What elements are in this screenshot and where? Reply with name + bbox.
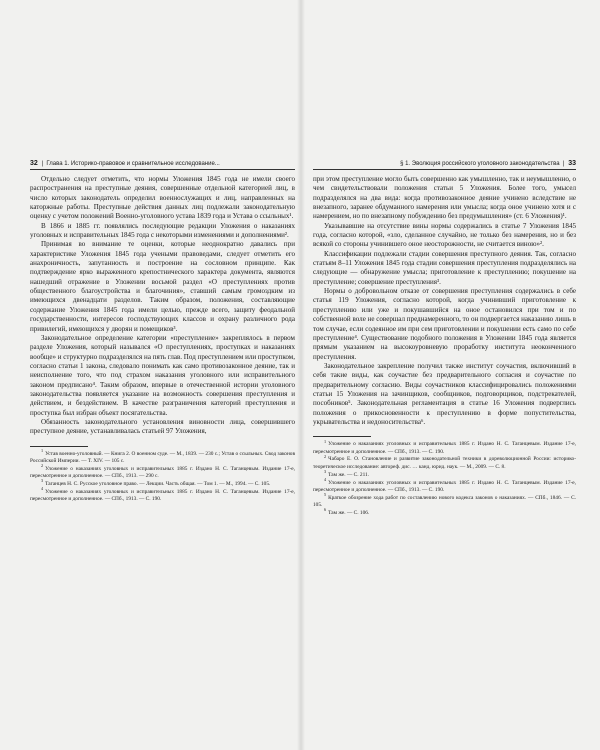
footnote-text: Уложение о наказаниях уголовных и исправительных 1885 г. Издано Н. С. Таганцевым. Издание 17-е, пересмотренное и дополненное. — СПб., 1913. — С. 190. — [313, 441, 576, 455]
footnote — [30, 478, 295, 488]
right-page — [313, 158, 576, 518]
paragraph: Отдельно следует отметить, что нормы Уложения 1845 года не имели своего распространения на преступные деяния, совершенные отдельной категорией лиц, в число которых законодатель определил военнослужащих и лиц, направленных на каторжные работы. Преступные действия данных лиц подлежали законодательную оценку с учетом положений Военно-уголовного устава 1839 года и Устава о ссыльных¹. — [30, 175, 295, 221]
footnote-rule — [313, 436, 371, 437]
paragraph: Указывавшие на отсутствие вины нормы содержались в статье 7 Уложения 1845 года, согласно которой, «зло, сделанное случайно, не только без намерения, но и без всякой со стороны учинившего оное неосторожности, не считается виною»². — [313, 221, 576, 249]
footnote — [313, 453, 576, 471]
footnote-number: 3 — [41, 478, 44, 484]
right-body-text — [313, 175, 576, 427]
footnote-text: Чабаро Е. О. Становление и развитие законодательной техники в дореволюционной России: историко-теоретическое исследование: автореф. дис. … канд. юрид. наук. — М., 2009. — С. 8. — [313, 456, 576, 470]
footnote — [313, 468, 576, 479]
footnote-text: Таганцев Н. С. Русское уголовное право. — Лекции. Часть общая. — Том 1. — М., 1994. — С. 105. — [45, 481, 271, 487]
footnote — [313, 476, 576, 495]
left-body-text — [30, 175, 295, 437]
footnote-text: Там же. — С. 106. — [328, 509, 370, 516]
right-footnotes — [313, 438, 576, 517]
footnote — [313, 438, 576, 456]
footnote-number: 1 — [41, 447, 44, 453]
footnote-number: 5 — [324, 491, 327, 497]
footnote-text: Там же. — С. 211. — [328, 471, 370, 478]
footnote-number: 1 — [324, 438, 327, 444]
left-page — [30, 158, 295, 504]
right-running-header: § 1. Эволюция российского уголовного законодательства | 33 — [313, 158, 576, 170]
footnote-rule — [30, 446, 88, 447]
left-page-number: 32 — [30, 160, 38, 167]
paragraph: Нормы о добровольном отказе от совершения преступления содержались в себе статья 119 Уложения, согласно которой, когда учинивший приготовление к преступлению или уже и покушавшийся на оное остановился при том и по собственной воле не совершал преднамеренного, то он подвергается наказанию лишь в том случае, если содеянное им при сем приготовлении и покушении есть само по себе преступление⁴. Существование подобного положения в Уложении 1845 года является прямым указанием на высокоуровневую проработку института неоконченного преступления. — [313, 287, 576, 361]
paragraph: при этом преступление могло быть совершенно как умышленно, так и неумышленно, о чем свидетельствовали положения статьи 5 Уложения. Более того, умысел подразделялся на два вида: когда противозаконное деяние учинено вследствие не внезапного, заранее обдуманного намерения или умысла; когда оное учинено хотя и с намерением, но по внезапному побуждению без предумышления» (ст. 6 Уложения)¹. — [313, 175, 576, 221]
paragraph: Законодательное определение категории «преступление» закреплялось в первом разделе Уложения, который назывался «О преступлениях, проступках и наказаниях вообще» и структурно подразделялся на пять глав. Под преступлением или проступком, согласно статьи 1 закона, следовало понимать как само противозаконное деяние, так и неисполнение того, что под страхом наказания уголовного или исправительного законом предписано⁴. Таким образом, впервые в отечественной истории уголовного законодательства появляется указание на возможность совершения преступления и действием, и бездействием. В качестве разграничения категорий преступления и проступка был избран объект посягательства. — [30, 333, 296, 417]
right-page-number: 33 — [568, 160, 576, 167]
footnote-text: Устав военно-уголовный. — Книга 2. О военном суде. — М., 1839. — 230 с.; Устав о ссыльных. Свод законов Российской Империи. — Т. XIV. — 105 с. — [30, 450, 295, 464]
footnote-number: 4 — [324, 476, 327, 482]
footnote — [30, 447, 295, 469]
footnote-number: 2 — [41, 463, 44, 469]
paragraph: Законодательное закрепление получил также институт соучастия, включивший в себя такие виды, как соучастие без предварительного согласия и соучастие по предварительному согласию. Виды соучастников классифицировались положениями статьи 15 Уложения на зачинщиков, сообщников, подговорщиков, подстрекателей, пособников⁵. Законодательная регламентация в статье 16 Уложения подверглись положения о прикосновенности к преступлению в форме попустительства, укрывательства и недоносительства⁶. — [313, 361, 576, 426]
left-running-header: 32 | Глава 1. Историко-правовое и сравнительное исследование... — [30, 158, 295, 170]
footnote — [313, 507, 576, 517]
paragraph: Обязанность законодательного установления виновности лица, совершившего преступное деяние, устанавливалась статьей 97 Уложения, — [30, 417, 295, 436]
footnote-text: Уложение о наказаниях уголовных и исправительных 1885 г. Издано Н. С. Таганцевым. Издание 17-е, пересмотренное и дополненное. — СПб., 1913. — 290 с. — [30, 465, 295, 480]
page-fold — [297, 0, 305, 750]
paragraph: В 1866 и 1885 гг. появлялись последующие редакции Уложения о наказаниях уголовных и исправительных 1845 года с некоторыми изменениями и дополнениями². — [30, 221, 295, 240]
footnote-number: 4 — [41, 486, 44, 492]
right-running-head: § 1. Эволюция российского уголовного законодательства — [400, 161, 560, 167]
paragraph: Принимая во внимание те оценки, которые неоднократно давались при характеристике Уложения 1845 года учеными правоведами, следует отметить его анахроничность, запутанность и построение на сословном принципе. Как подтверждение ярко выраженного крепостнического характера документа, являются нашедший отражение в Уложении восьмой раздел «О преступлениях против общественного благоустройства и благочиния», ставший самым громоздким из имеющихся двенадцати разделов. Таким образом, положения, составляющие содержание Уложения 1845 года имели целью, прежде всего, защиту феодальной государственности, интересов господствующих классов и охрану различного рода привилегий, имеющихся у дворян и помещиков³. — [30, 240, 295, 333]
footnote-text: Краткое обозрение хода работ по составлению нового кодекса законов о наказаниях. — СПб., 1846. — С. 105. — [313, 494, 576, 509]
footnote — [30, 486, 295, 504]
left-footnotes — [30, 447, 295, 504]
left-running-head: Глава 1. Историко-правовое и сравнительное исследование... — [46, 161, 220, 167]
footnote-text: Уложение о наказаниях уголовных и исправительных 1885 г. Издано Н. С. Таганцевым. Издание 17-е, пересмотренное и дополненное. — СПб., 1913. — С. 190. — [313, 479, 576, 493]
footnote-number: 2 — [324, 453, 327, 459]
paragraph: Классификации подлежали стадии совершения преступного деяния. Так, согласно статьям 8–11 Уложения 1845 года стадии совершения преступления подразделялись на следующие — обнаружение умысла; приготовление к преступлению; покушение на преступление; совершение преступления³. — [313, 249, 576, 286]
footnote-number: 3 — [324, 468, 327, 474]
footnote-text: Уложение о наказаниях уголовных и исправительных 1885 г. Издано Н. С. Таганцевым. Издание 17-е, пересмотренное и дополненное. — СПб., 1913. — С. 190. — [30, 488, 295, 503]
footnote-number: 6 — [324, 507, 327, 513]
